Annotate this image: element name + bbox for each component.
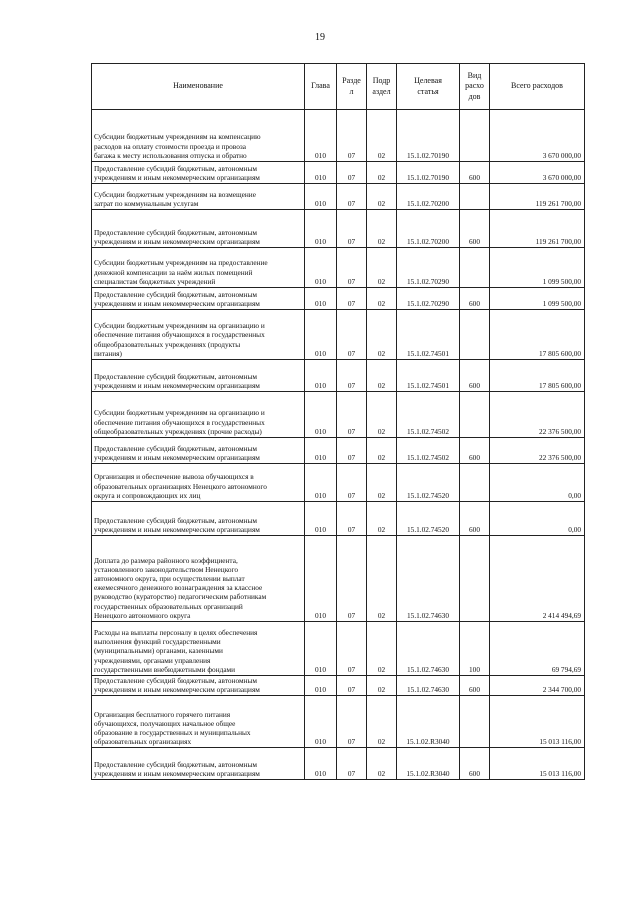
table-row	[92, 696, 585, 748]
budget-table	[91, 63, 585, 780]
header-vid: Вид расхо дов	[460, 64, 490, 110]
header-razdel: Разде л	[337, 64, 367, 110]
row-vid	[460, 696, 490, 748]
header-target: Целевая статья	[397, 64, 460, 110]
table-row	[92, 210, 585, 248]
row-glava: 010	[305, 392, 337, 438]
row-razdel: 07	[337, 360, 367, 392]
row-glava: 010	[305, 536, 337, 622]
row-glava: 010	[305, 502, 337, 536]
row-total: 22 376 500,00	[490, 438, 585, 464]
row-name: Предоставление субсидий бюджетным, автономным учреждениям и иным некоммерческим организациям	[92, 288, 305, 310]
row-name: Доплата до размера районного коэффициента, установленного законодательством Ненецкого автономного округа, при осуществлении выплат ежемесячного денежного вознаграждения за классное руководство (кураторство) педагогическим работникам государственных образовательных организаций Ненецкого автономного округа	[92, 536, 305, 622]
table-row	[92, 536, 585, 622]
row-target: 15.1.02.70200	[397, 210, 460, 248]
table-row	[92, 184, 585, 210]
row-total: 17 805 600,00	[490, 360, 585, 392]
row-name: Предоставление субсидий бюджетным, автономным учреждениям и иным некоммерческим организациям	[92, 438, 305, 464]
row-razdel: 07	[337, 248, 367, 288]
row-vid: 600	[460, 360, 490, 392]
row-vid	[460, 392, 490, 438]
row-razdel: 07	[337, 438, 367, 464]
row-total: 17 805 600,00	[490, 310, 585, 360]
table-row	[92, 288, 585, 310]
row-vid: 600	[460, 288, 490, 310]
row-total: 119 261 700,00	[490, 210, 585, 248]
row-name: Предоставление субсидий бюджетным, автономным учреждениям и иным некоммерческим организациям	[92, 502, 305, 536]
table-row	[92, 248, 585, 288]
row-vid: 600	[460, 438, 490, 464]
row-target: 15.1.02.70290	[397, 248, 460, 288]
row-total: 69 794,69	[490, 622, 585, 676]
row-name: Субсидии бюджетным учреждениям на компенсацию расходов на оплату стоимости проезда и провоза багажа к месту использования отпуска и обратно	[92, 110, 305, 162]
row-podrazdel: 02	[367, 748, 397, 780]
row-total: 15 013 116,00	[490, 696, 585, 748]
row-name: Предоставление субсидий бюджетным, автономным учреждениям и иным некоммерческим организациям	[92, 676, 305, 696]
row-target: 15.1.02.74520	[397, 464, 460, 502]
row-glava: 010	[305, 184, 337, 210]
row-name: Субсидии бюджетным учреждениям на возмещение затрат по коммунальным услугам	[92, 184, 305, 210]
table-row	[92, 162, 585, 184]
row-podrazdel: 02	[367, 438, 397, 464]
table-row	[92, 392, 585, 438]
table-row	[92, 438, 585, 464]
row-glava: 010	[305, 748, 337, 780]
table-row	[92, 310, 585, 360]
table-row	[92, 676, 585, 696]
row-podrazdel: 02	[367, 464, 397, 502]
row-razdel: 07	[337, 110, 367, 162]
row-razdel: 07	[337, 676, 367, 696]
row-glava: 010	[305, 676, 337, 696]
row-target: 15.1.02.74501	[397, 310, 460, 360]
row-razdel: 07	[337, 310, 367, 360]
row-vid: 600	[460, 210, 490, 248]
row-razdel: 07	[337, 622, 367, 676]
page-number: 19	[315, 32, 325, 43]
row-total: 1 099 500,00	[490, 248, 585, 288]
row-glava: 010	[305, 162, 337, 184]
row-total: 22 376 500,00	[490, 392, 585, 438]
row-razdel: 07	[337, 288, 367, 310]
row-name: Предоставление субсидий бюджетным, автономным учреждениям и иным некоммерческим организациям	[92, 748, 305, 780]
row-name: Расходы на выплаты персоналу в целях обеспечения выполнения функций государственными (муниципальными) органами, казенными учреждениями, органами управления государственными внебюджетными фондами	[92, 622, 305, 676]
row-total: 0,00	[490, 502, 585, 536]
row-razdel: 07	[337, 210, 367, 248]
row-razdel: 07	[337, 464, 367, 502]
row-podrazdel: 02	[367, 310, 397, 360]
row-target: 15.1.02.R3040	[397, 748, 460, 780]
row-razdel: 07	[337, 162, 367, 184]
row-razdel: 07	[337, 392, 367, 438]
header-name: Наименование	[92, 64, 305, 110]
row-vid: 600	[460, 162, 490, 184]
row-total: 2 344 700,00	[490, 676, 585, 696]
row-podrazdel: 02	[367, 360, 397, 392]
table-row	[92, 360, 585, 392]
row-name: Предоставление субсидий бюджетным, автономным учреждениям и иным некоммерческим организациям	[92, 210, 305, 248]
row-razdel: 07	[337, 748, 367, 780]
table-row	[92, 622, 585, 676]
row-podrazdel: 02	[367, 248, 397, 288]
table-header-row	[92, 64, 585, 110]
header-podrazdel: Подр аздел	[367, 64, 397, 110]
row-target: 15.1.02.74501	[397, 360, 460, 392]
row-vid	[460, 310, 490, 360]
row-podrazdel: 02	[367, 696, 397, 748]
row-razdel: 07	[337, 184, 367, 210]
row-name: Предоставление субсидий бюджетным, автономным учреждениям и иным некоммерческим организациям	[92, 162, 305, 184]
row-vid: 600	[460, 502, 490, 536]
row-total: 2 414 494,69	[490, 536, 585, 622]
row-vid	[460, 184, 490, 210]
table-row	[92, 502, 585, 536]
table-row	[92, 748, 585, 780]
row-target: 15.1.02.74630	[397, 622, 460, 676]
row-name: Субсидии бюджетным учреждениям на организацию и обеспечение питания обучающихся в государственных общеобразовательных учреждениях (продукты питания)	[92, 310, 305, 360]
row-target: 15.1.02.R3040	[397, 696, 460, 748]
row-razdel: 07	[337, 536, 367, 622]
row-target: 15.1.02.70290	[397, 288, 460, 310]
row-glava: 010	[305, 696, 337, 748]
row-glava: 010	[305, 464, 337, 502]
row-glava: 010	[305, 110, 337, 162]
row-razdel: 07	[337, 696, 367, 748]
row-podrazdel: 02	[367, 210, 397, 248]
row-vid	[460, 248, 490, 288]
row-glava: 010	[305, 438, 337, 464]
row-name: Предоставление субсидий бюджетным, автономным учреждениям и иным некоммерческим организациям	[92, 360, 305, 392]
row-total: 0,00	[490, 464, 585, 502]
table-row	[92, 464, 585, 502]
row-glava: 010	[305, 310, 337, 360]
row-target: 15.1.02.74630	[397, 536, 460, 622]
row-podrazdel: 02	[367, 110, 397, 162]
row-podrazdel: 02	[367, 676, 397, 696]
table-row	[92, 110, 585, 162]
row-podrazdel: 02	[367, 536, 397, 622]
row-podrazdel: 02	[367, 288, 397, 310]
row-target: 15.1.02.70200	[397, 184, 460, 210]
row-target: 15.1.02.74502	[397, 438, 460, 464]
row-glava: 010	[305, 210, 337, 248]
row-name: Организация бесплатного горячего питания обучающихся, получающих начальное общее образование в государственных и муниципальных образовательных организациях	[92, 696, 305, 748]
row-podrazdel: 02	[367, 184, 397, 210]
row-vid	[460, 110, 490, 162]
row-name: Организация и обеспечение вывоза обучающихся в образовательных организациях Ненецкого автономного округа и сопровождающих их лиц	[92, 464, 305, 502]
row-vid	[460, 464, 490, 502]
row-podrazdel: 02	[367, 162, 397, 184]
row-total: 1 099 500,00	[490, 288, 585, 310]
row-vid: 600	[460, 676, 490, 696]
row-total: 3 670 000,00	[490, 162, 585, 184]
header-total: Всего расходов	[490, 64, 585, 110]
row-glava: 010	[305, 360, 337, 392]
row-target: 15.1.02.74502	[397, 392, 460, 438]
row-vid: 600	[460, 748, 490, 780]
row-glava: 010	[305, 622, 337, 676]
row-total: 15 013 116,00	[490, 748, 585, 780]
row-vid: 100	[460, 622, 490, 676]
row-total: 3 670 000,00	[490, 110, 585, 162]
row-total: 119 261 700,00	[490, 184, 585, 210]
row-razdel: 07	[337, 502, 367, 536]
row-glava: 010	[305, 248, 337, 288]
row-target: 15.1.02.74630	[397, 676, 460, 696]
row-podrazdel: 02	[367, 392, 397, 438]
row-name: Субсидии бюджетным учреждениям на организацию и обеспечение питания обучающихся в государственных общеобразовательных учреждениях (прочие расходы)	[92, 392, 305, 438]
row-glava: 010	[305, 288, 337, 310]
header-glava: Глава	[305, 64, 337, 110]
row-target: 15.1.02.70190	[397, 110, 460, 162]
row-target: 15.1.02.74520	[397, 502, 460, 536]
row-podrazdel: 02	[367, 502, 397, 536]
row-name: Субсидии бюджетным учреждениям на предоставление денежной компенсации за наём жилых помещений специалистам бюджетных учреждений	[92, 248, 305, 288]
row-vid	[460, 536, 490, 622]
row-podrazdel: 02	[367, 622, 397, 676]
row-target: 15.1.02.70190	[397, 162, 460, 184]
